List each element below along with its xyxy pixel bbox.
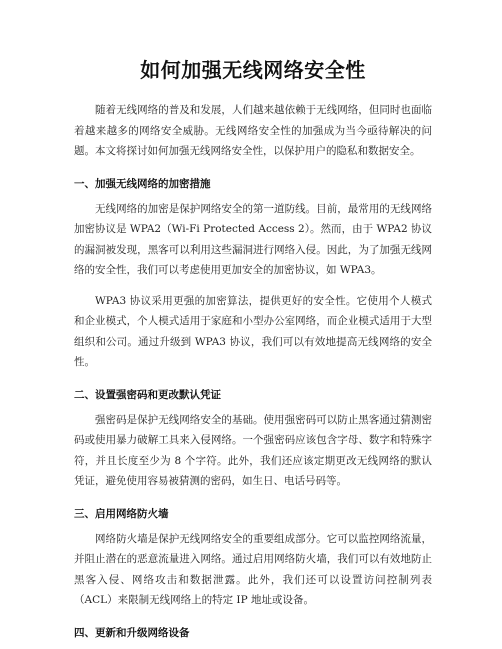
section-2-heading: 二、设置强密码和更改默认凭证 — [74, 388, 221, 401]
section-1-heading: 一、加强无线网络的加密措施 — [74, 177, 211, 190]
section-3-paragraph-1: 网络防火墙是保护无线网络安全的重要组成部分。它可以监控网络流量，并阻止潜在的恶意流量进入网络。通过启用网络防火墙，我们可以有效地防止黑客入侵、网络攻击和数据泄露。此外，我们还可以设置访问控制列表（ACL）来限制无线网络上的特定 IP 地址或设备。 — [74, 532, 432, 606]
section-2-paragraph-1: 强密码是保护无线网络安全的基础。使用强密码可以防止黑客通过猜测密码或使用暴力破解工具来入侵网络。一个强密码应该包含字母、数字和特殊字符，并且长度至少为 8 个字符。此外，我们还应该定期更改无线网络的默认凭证，避免使用容易被猜测的密码，如生日、电话号码等。 — [74, 413, 432, 487]
intro-paragraph: 随着无线网络的普及和发展，人们越来越依赖于无线网络，但同时也面临着越来越多的网络安全威胁。无线网络安全性的加强成为当今亟待解决的问题。本文将探讨如何加强无线网络安全性，以保护用户的隐私和数据安全。 — [74, 104, 432, 157]
section-4-heading: 四、更新和升级网络设备 — [74, 626, 190, 639]
section-3-heading: 三、启用网络防火墙 — [74, 507, 169, 520]
section-1-paragraph-2: WPA3 协议采用更强的加密算法，提供更好的安全性。它使用个人模式和企业模式，个人模式适用于家庭和小型办公室网络，而企业模式适用于大型组织和公司。通过升级到 WPA3 协议，我们可以有效地提高无线网络的安全性。 — [74, 294, 432, 368]
section-1-paragraph-1: 无线网络的加密是保护网络安全的第一道防线。目前，最常用的无线网络加密协议是 WPA2（Wi-Fi Protected Access 2）。然而，由于 WPA2 协议的漏洞被发现，黑客可以利用这些漏洞进行网络入侵。因此，为了加强无线网络的安全性，我们可以考虑使用更加安全的加密协议，如 WPA3。 — [74, 202, 432, 276]
document-title: 如何加强无线网络安全性 — [140, 58, 366, 82]
